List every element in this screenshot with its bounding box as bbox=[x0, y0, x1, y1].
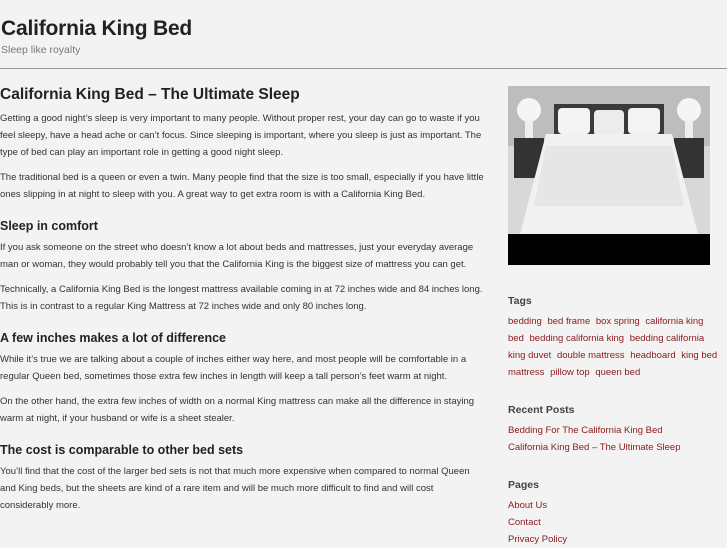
tag-link[interactable]: king bed bbox=[681, 350, 718, 361]
site-header bbox=[0, 0, 727, 69]
page-link-privacy-policy[interactable]: Privacy Policy bbox=[508, 534, 568, 545]
pages-list bbox=[508, 497, 723, 548]
section-heading: The cost is comparable to other bed sets bbox=[0, 443, 244, 457]
post-paragraph: You’ll find that the cost of the larger bed sets is not that much more expensive when compared to normal Queen and King beds, but the sheets are kind of a rare item and will be much more difficult to find and will cost considerably more. bbox=[0, 466, 470, 511]
recent-posts-list bbox=[508, 422, 723, 456]
tag-cloud bbox=[508, 313, 723, 381]
recent-posts-widget bbox=[508, 404, 723, 456]
page-link-contact[interactable]: Contact bbox=[508, 517, 541, 528]
tags-widget bbox=[508, 295, 723, 381]
tag-link[interactable]: double mattress bbox=[556, 350, 625, 361]
main-content bbox=[0, 84, 488, 522]
tags-widget-title: Tags bbox=[508, 295, 532, 307]
tag-link[interactable]: box spring bbox=[595, 316, 640, 327]
post-paragraph: The traditional bed is a queen or even a twin. Many people find that the size is too small, especially if you have little ones slipping in at night to sleep with you. A great way to get extra room is with a California King Bed. bbox=[0, 172, 484, 200]
post-paragraph: On the other hand, the extra few inches of width on a normal King mattress can make all the difference in staying warm at night, if your husband or wife is a sheet stealer. bbox=[0, 396, 475, 424]
post-paragraph: Getting a good night’s sleep is very important to many people. Without proper rest, your day can go to waste if you feel sleepy, have a head ache or can’t focus. Since sleeping is important, where you sleep is just as important. The type of bed can play an important role in getting a good night sleep. bbox=[0, 113, 482, 158]
post-paragraph: Technically, a California King Bed is the longest mattress available coming in at 72 inches wide and 84 inches long. This is in contrast to a regular King Mattress at 72 inches wide and only 80 inches long. bbox=[0, 284, 483, 312]
pages-widget-title: Pages bbox=[508, 479, 539, 491]
tag-link[interactable]: california king bed bbox=[508, 316, 704, 344]
tag-link[interactable]: pillow top bbox=[550, 367, 590, 378]
tag-link[interactable]: headboard bbox=[630, 350, 676, 361]
recent-post-link[interactable]: California King Bed – The Ultimate Sleep bbox=[508, 442, 681, 453]
tag-link[interactable]: queen bed bbox=[595, 367, 641, 378]
tag-link[interactable]: bedding california king duvet bbox=[508, 333, 705, 361]
post-paragraph: If you ask someone on the street who doesn’t know a lot about beds and mattresses, just your everyday average man or woman, they would probably tell you that the California King is the biggest size of mattress you can get. bbox=[0, 242, 474, 270]
page-link-about-us[interactable]: About Us bbox=[508, 500, 548, 511]
tag-link[interactable]: bedding bbox=[508, 316, 542, 327]
sidebar bbox=[508, 86, 723, 548]
section-heading: A few inches makes a lot of difference bbox=[0, 331, 226, 345]
bed-photo bbox=[508, 86, 710, 265]
tag-link[interactable]: bedding california king bbox=[529, 333, 625, 344]
site-title[interactable]: California King Bed bbox=[1, 17, 193, 40]
post-title[interactable]: California King Bed – The Ultimate Sleep bbox=[0, 86, 300, 103]
tag-link[interactable]: mattress bbox=[508, 367, 545, 378]
section-heading: Sleep in comfort bbox=[0, 219, 98, 233]
tag-link[interactable]: bed frame bbox=[547, 316, 591, 327]
recent-post-link[interactable]: Bedding For The California King Bed bbox=[508, 425, 663, 436]
recent-posts-widget-title: Recent Posts bbox=[508, 404, 575, 416]
pages-widget bbox=[508, 479, 723, 548]
post-paragraph: While it’s true we are talking about a couple of inches either way here, and most people will be comfortable in a regular Queen bed, sometimes those extra few inches in length will keep a tall person’s feet warm at night. bbox=[0, 354, 467, 382]
site-description: Sleep like royalty bbox=[1, 44, 81, 56]
